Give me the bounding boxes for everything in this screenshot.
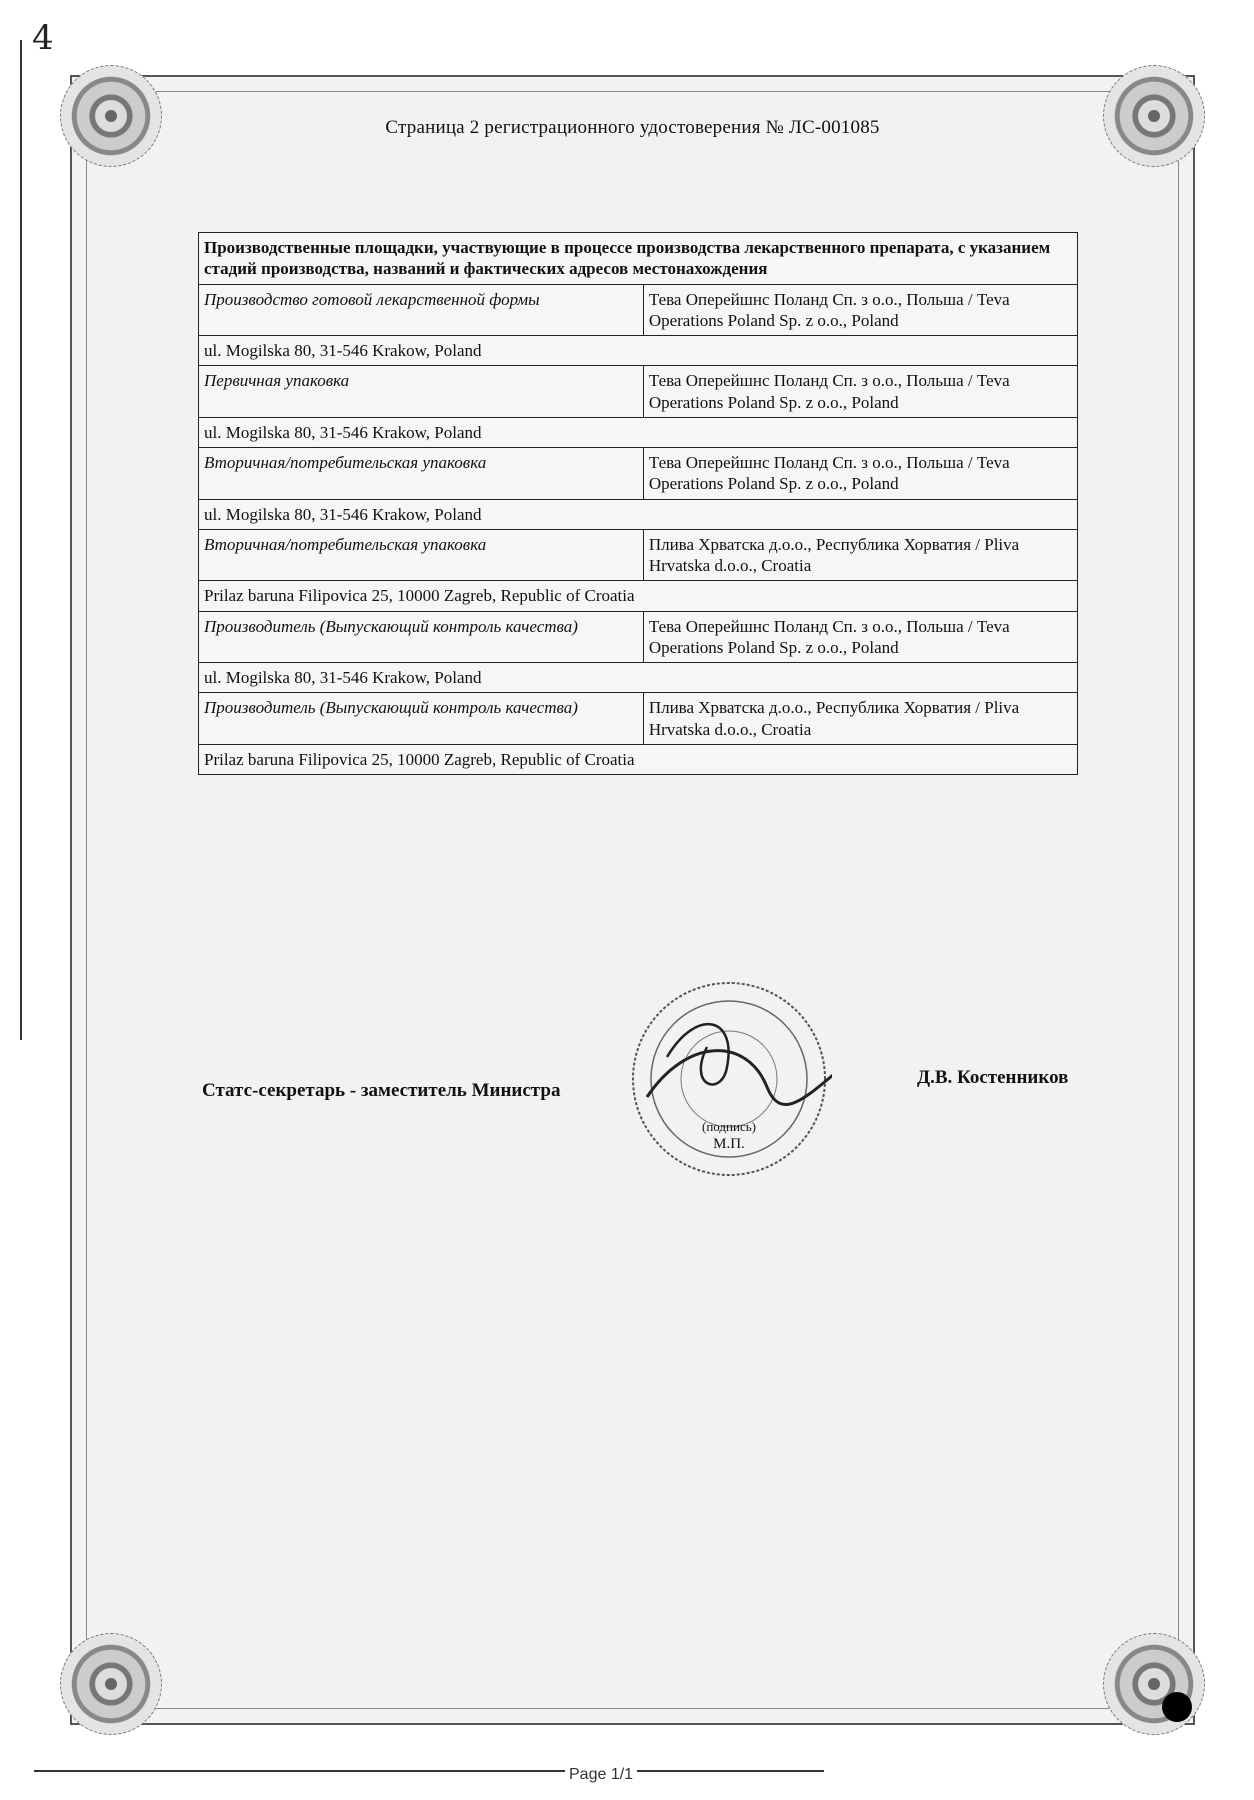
seal-caption [702, 1119, 756, 1153]
address-row [199, 336, 1078, 366]
site-address: ul. Mogilska 80, 31-546 Krakow, Poland [199, 336, 1078, 366]
manufacturer-name: Плива Хрватска д.о.о., Республика Хорватия / Pliva Hrvatska d.o.o., Croatia [643, 693, 1077, 745]
manufacturer-name: Плива Хрватска д.о.о., Республика Хорватия / Pliva Hrvatska d.o.o., Croatia [643, 529, 1077, 581]
corner-rosette-icon [60, 1633, 162, 1735]
address-row [199, 581, 1078, 611]
address-row [199, 663, 1078, 693]
manufacturer-name: Тева Оперейшнс Поланд Сп. з о.о., Польша / Teva Operations Poland Sp. z o.o., Poland [643, 366, 1077, 418]
site-address: ul. Mogilska 80, 31-546 Krakow, Poland [199, 663, 1078, 693]
page-number: Page 1/1 [565, 1766, 637, 1784]
production-stage: Вторичная/потребительская упаковка [199, 529, 644, 581]
footer-rule [34, 1770, 824, 1772]
site-address: Prilaz baruna Filipovica 25, 10000 Zagreb, Republic of Croatia [199, 744, 1078, 774]
corner-rosette-icon [60, 65, 162, 167]
address-row [199, 417, 1078, 447]
site-row [199, 366, 1078, 418]
site-row [199, 529, 1078, 581]
signer-position: Статс-секретарь - заместитель Министра [202, 1080, 561, 1101]
hole-punch-icon [1162, 1692, 1192, 1722]
address-row [199, 744, 1078, 774]
production-stage: Вторичная/потребительская упаковка [199, 448, 644, 500]
table-header-row [199, 233, 1078, 285]
seal-mp-label: М.П. [713, 1135, 745, 1152]
signature-caption: (подпись) [702, 1119, 756, 1134]
margin-handwritten-mark: 4 [32, 18, 54, 58]
production-sites-table [198, 232, 1078, 775]
site-row [199, 448, 1078, 500]
site-address: ul. Mogilska 80, 31-546 Krakow, Poland [199, 417, 1078, 447]
site-address: Prilaz baruna Filipovica 25, 10000 Zagreb, Republic of Croatia [199, 581, 1078, 611]
table-header-cell: Производственные площадки, участвующие в процессе производства лекарственного препарата, с указанием стадий производства, названий и фактических адресов местонахождения [199, 233, 1078, 285]
manufacturer-name: Тева Оперейшнс Поланд Сп. з о.о., Польша / Teva Operations Poland Sp. z o.o., Poland [643, 284, 1077, 336]
production-stage: Производитель (Выпускающий контроль качества) [199, 693, 644, 745]
corner-rosette-icon [1103, 1633, 1205, 1735]
production-stage: Первичная упаковка [199, 366, 644, 418]
manufacturer-name: Тева Оперейшнс Поланд Сп. з о.о., Польша / Teva Operations Poland Sp. z o.o., Poland [643, 448, 1077, 500]
corner-rosette-icon [1103, 65, 1205, 167]
manufacturer-name: Тева Оперейшнс Поланд Сп. з о.о., Польша / Teva Operations Poland Sp. z o.o., Poland [643, 611, 1077, 663]
page-title: Страница 2 регистрационного удостоверения № ЛС-001085 [385, 117, 880, 138]
certificate-frame [70, 75, 1195, 1725]
site-row [199, 611, 1078, 663]
address-row [199, 499, 1078, 529]
production-stage: Производство готовой лекарственной формы [199, 284, 644, 336]
production-stage: Производитель (Выпускающий контроль качества) [199, 611, 644, 663]
site-row [199, 693, 1078, 745]
signer-name: Д.В. Костенников [917, 1067, 1069, 1088]
left-margin-rule [20, 40, 22, 1040]
site-row [199, 284, 1078, 336]
site-address: ul. Mogilska 80, 31-546 Krakow, Poland [199, 499, 1078, 529]
